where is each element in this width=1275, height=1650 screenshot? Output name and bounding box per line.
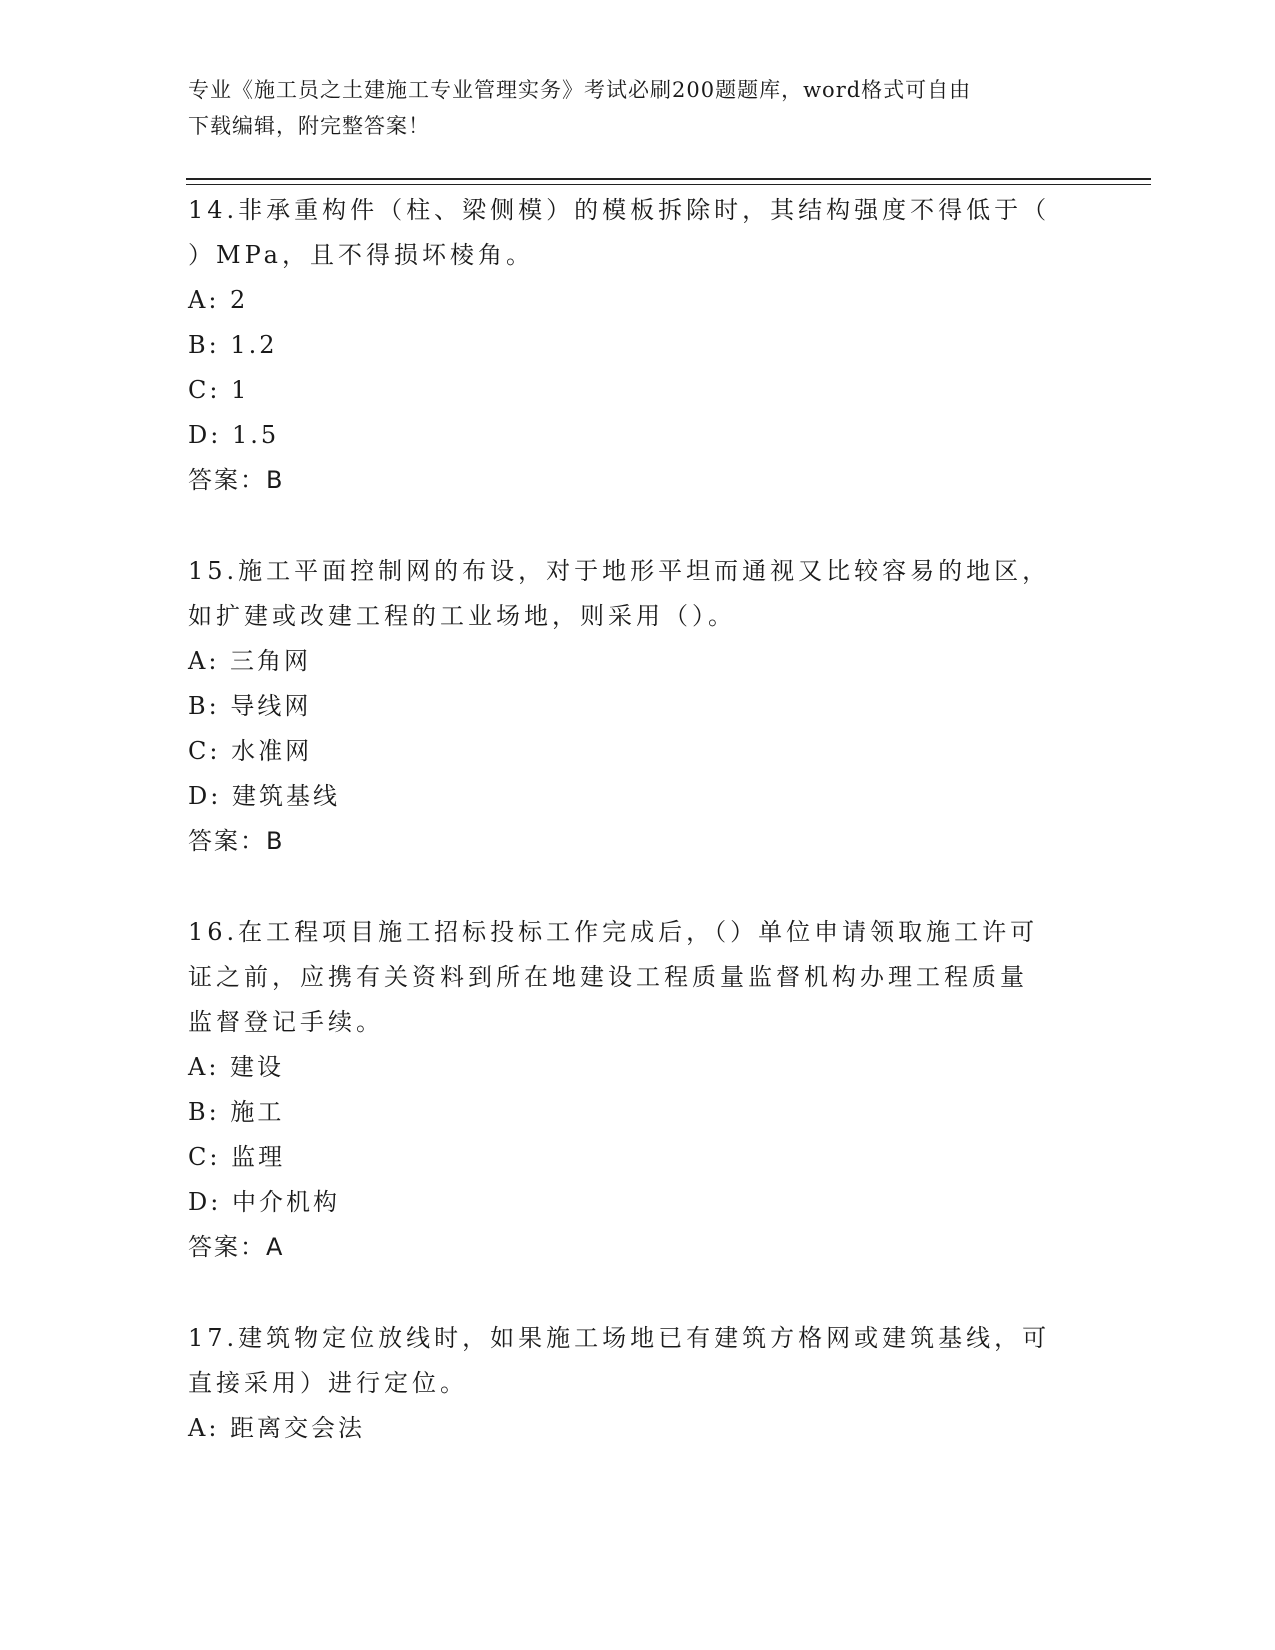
option-d: D: 中介机构 <box>188 1188 340 1216</box>
option-d: D: 1.5 <box>188 421 280 449</box>
question-list <box>188 188 1088 1497</box>
question-stem-line: 16.在工程项目施工招标投标工作完成后，（）单位申请领取施工许可 <box>188 918 1039 946</box>
answer-line: 答案：B <box>188 827 285 855</box>
header-line-1: 专业《施工员之土建施工专业管理实务》考试必刷200题题库，word格式可自由 <box>188 78 972 102</box>
question-stem-line: 直接采用）进行定位。 <box>188 1369 468 1397</box>
header-rule-thick <box>186 178 1151 180</box>
option-b: B: 1.2 <box>188 331 278 359</box>
question-stem-line: 15.施工平面控制网的布设，对于地形平坦而通视又比较容易的地区， <box>188 557 1051 585</box>
document-header <box>188 72 1068 144</box>
question-15 <box>188 549 1088 864</box>
option-d: D: 建筑基线 <box>188 782 340 810</box>
question-stem-line: 如扩建或改建工程的工业场地，则采用（）。 <box>188 602 736 630</box>
answer-line: 答案：A <box>188 1233 285 1261</box>
option-a: A: 建设 <box>188 1053 285 1081</box>
option-a: A: 距离交会法 <box>188 1414 366 1442</box>
question-stem-line: 17.建筑物定位放线时，如果施工场地已有建筑方格网或建筑基线，可 <box>188 1324 1051 1352</box>
answer-line: 答案：B <box>188 466 285 494</box>
option-c: C: 水准网 <box>188 737 313 765</box>
question-stem-line: 证之前，应携有关资料到所在地建设工程质量监督机构办理工程质量 <box>188 963 1028 991</box>
question-16 <box>188 910 1088 1270</box>
question-stem-line: 监督登记手续。 <box>188 1008 384 1036</box>
option-c: C: 1 <box>188 376 250 404</box>
option-a: A: 2 <box>188 286 249 314</box>
option-b: B: 导线网 <box>188 692 312 720</box>
option-b: B: 施工 <box>188 1098 285 1126</box>
question-stem-line: 14.非承重构件（柱、梁侧模）的模板拆除时，其结构强度不得低于（ <box>188 196 1051 224</box>
option-a: A: 三角网 <box>188 647 312 675</box>
question-17 <box>188 1316 1088 1451</box>
option-c: C: 监理 <box>188 1143 286 1171</box>
question-14 <box>188 188 1088 503</box>
question-stem-line: ）MPa，且不得损坏棱角。 <box>188 241 534 269</box>
header-rule-thin <box>186 184 1151 185</box>
header-line-2: 下载编辑，附完整答案！ <box>188 114 430 138</box>
